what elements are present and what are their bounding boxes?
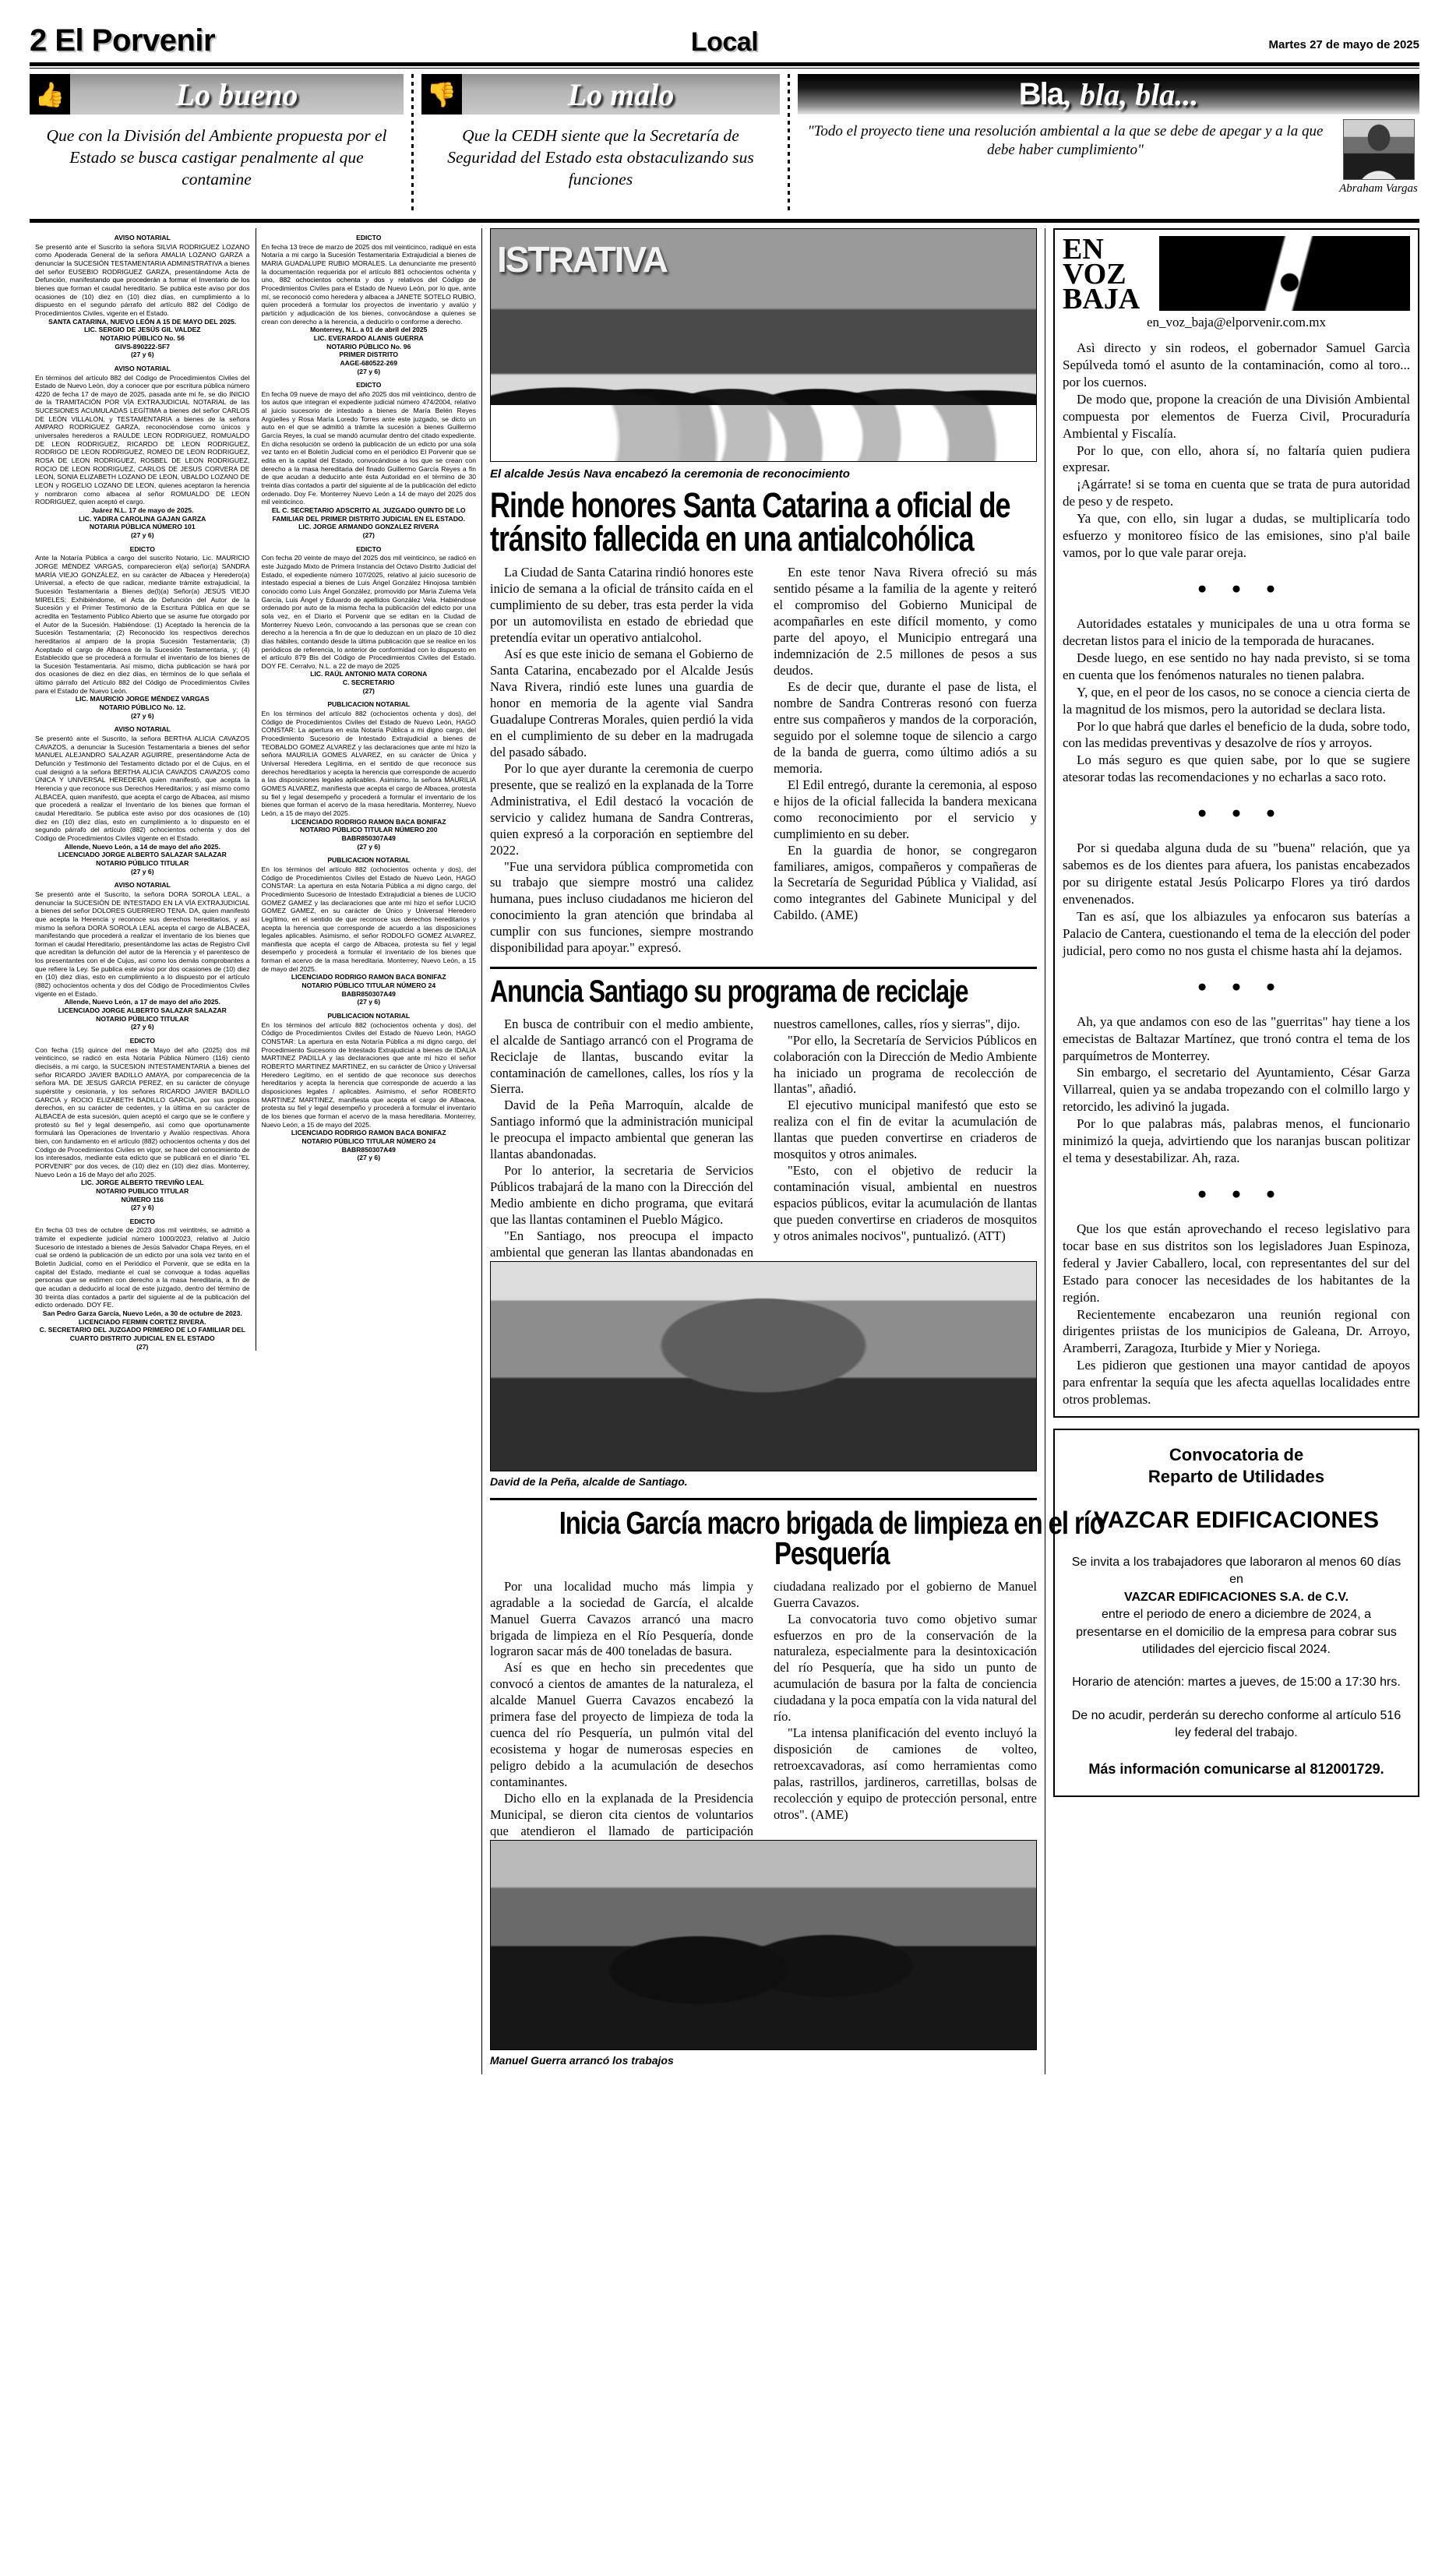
story-paragraph: En este tenor Nava Rivera ofreció su más sentido pésame a la familia de la agente y reiteró el compromiso del Gobierno Municipal de acompañarles en este difícil momento, y como parte del apoyo, el Municipio entregará una indemnización de 2.5 millones de pesos a sus deudos. — [774, 565, 1037, 678]
legal-notice-signature: C. SECRETARIO DEL JUZGADO PRIMERO DE LO FAMILIAR DEL CUARTO DISTRITO JUDICIAL EN EL ESTADO — [39, 1326, 245, 1342]
story-paragraph: Es de decir que, durante el pase de lista, el nombre de Sandra Contreras resonó con fuerza entre sus compañeros y mandos de la corporación, seguido por el solemne toque de silencio a cargo de la banda de guerra, como último adiós a su memoria. — [774, 679, 1037, 776]
story-paragraph: "La intensa planificación del evento incluyó la disposición de camiones de volteo, retroexcavadoras, así como herramientas como palas, rastrillos, jardineros, carretillas, bolsas de recolección y equipo de protección personal, entre otros". (AME) — [774, 1725, 1037, 1822]
legal-notice-signature: (27 y 6) — [130, 351, 154, 359]
legal-notice-body: Ante la Notaría Pública a cargo del suscrito Notario, Lic. MAURICIO JORGE MÉNDEZ VARGAS, comparecieron el(a) señor(a) SANDRA MARÍA VIEJO GONZÁLEZ, en su carácter de Albacea y Heredero(a) Universal, a efecto de que radicar, mediante trámite extrajudicial, la Sucesión Testamentaria a Bienes de(l)(a) Señor(a) JESÚS VIEJO MIRELES; Exhibiéndome, el Acta de Defunción del Autor de la Sucesión y el Primer Testimonio de la Escritura Pública en que se acredita en Testamento Público Abierto que se asume fue otorgado por el Autor de la Sucesión. Habiéndose: (1) Aceptado la herencia de la Sucesión Testamentaria; (2) Reconocido los respectivos derechos hereditarios al amparo de la propia Sucesión Testamentaria; (3) Aceptado el cargo de Albacea de la Sucesión Testamentaria, y; (4) Establecido que se procederá a formular el inventario de los bienes de la Sucesión Testamentaria. Así mismo, dicha publicación se hará por dos ocasiones de diez en diez días, en términos de lo que señala el último párrafo del Artículo 882 del Código de Procedimientos Civiles para el Estado de Nuevo León. — [35, 554, 250, 695]
legal-notice-signature: BABR850307A49 — [341, 989, 396, 998]
story-paragraph: En busca de contribuir con el medio ambiente, el alcalde de Santiago arrancó con el Programa de Reciclaje de llantas, buscando evitar la contaminación de camellones, calles, los ríos y la Sierra. — [490, 1016, 753, 1097]
story-separator-1 — [490, 967, 1037, 969]
photo-flowers — [491, 405, 1036, 461]
voz-section-separator: ● ● ● — [1197, 976, 1286, 996]
voz-section-separator: ● ● ● — [1197, 803, 1286, 823]
thumbs-down-icon: 👎 — [421, 74, 462, 115]
voz-paragraph: Ah, ya que andamos con eso de las "guerritas" hay tiene a los emecistas de Baltazar Martínez, que tronó contra el tema de los parquímetros de Monterrey. — [1063, 1013, 1410, 1063]
legal-notice-heading: EDICTO — [356, 234, 382, 241]
legal-notice-signature: NOTARIO PÚBLICO TITULAR — [96, 858, 189, 867]
legal-notice-signature: EL C. SECRETARIO ADSCRITO AL JUZGADO QUINTO DE LO FAMILIAR DEL PRIMER DISTRITO JUDICIAL EN EL ESTADO. — [271, 506, 466, 523]
opinion-divider-1 — [411, 74, 414, 213]
legal-column-1 — [30, 228, 256, 1351]
bla-banner — [798, 74, 1419, 115]
lead-body-text — [490, 565, 1037, 957]
legal-notice-signature: (27 y 6) — [357, 998, 381, 1006]
lo-malo-title: Lo malo — [567, 76, 675, 112]
story-paragraph: "Esto, con el objetivo de reducir la contaminación visual, ambiental en nuestros espacios públicos, evitar la acumulación de llantas que pueden convertirse en criaderos de mosquitos y otros animales nocivos", puntualizó. (ATT) — [774, 1163, 1037, 1244]
legal-notice-body: Se presentó ante el Suscrito la señora SILVIA RODRIGUEZ LOZANO como Apoderada General de la señora AMALIA LOZANO GARZA a denunciar la SUCESIÓN TESTAMENTARIA ADMINISTRATIVA a bienes del señor EUSEBIO RODRIGUEZ GARZA, presentándome Acta de Defunción, manifestando que procederán a formar el Inventario de los bienes que forman el caudal hereditario. Se publica este aviso por dos ocasiones de (10) diez en (10) diez días, en cumplimiento a lo dispuesto en el segundo párrafo del artículo 882 del Código de Procedimientos Civiles, vigente en el Estado. — [35, 242, 250, 317]
second-photo-caption: David de la Peña, alcalde de Santiago. — [490, 1475, 688, 1488]
legal-notices-section — [30, 228, 481, 1351]
bla-author — [1338, 115, 1419, 196]
legal-notice-heading: EDICTO — [129, 1217, 155, 1225]
voz-paragraph: Recientemente encabezaron una reunión regional con dirigentes priistas de los municipios de Galeana, Dr. Arroyo, Aramberri, Zaragoza, Iturbide y Mier y Noriega. — [1063, 1306, 1410, 1356]
story-paragraph: "Fue una servidora pública comprometida con su trabajo que siempre mostró una calidez humana, pues incluso ciudadanos me hicieron del conocimiento la gran atención que brindaba al cumplir con sus funciones, siempre mostrando disponibilidad para apoyar." expresó. — [490, 858, 753, 956]
legal-notice-signature: BABR850307A49 — [341, 1145, 396, 1154]
ad-line-2: entre el periodo de enero a diciembre de 2024, a presentarse en el domicilio de la empresa para cobrar sus utilidades del ejercicio fiscal 2024. — [1076, 1608, 1397, 1657]
legal-notice-signature: NOTARIO PÚBLICO TITULAR NÚMERO 24 — [301, 981, 436, 990]
legal-notice-signature: Allende, Nuevo León, a 14 de mayo del año 2025. — [64, 842, 220, 851]
ad-title-line: Convocatoria de — [1169, 1445, 1304, 1465]
voz-header — [1063, 233, 1410, 315]
legal-notice-signature: (27 y 6) — [130, 1023, 154, 1031]
story-paragraph: "En Santiago, nos preocupa el impacto ambiental que generan las llantas abandonadas en nuestros camellones, calles, ríos y sierras", dijo. — [490, 1016, 1021, 1260]
bla-quote: "Todo el proyecto tiene una resolución ambiental a la que se debe de apegar y a la que debe haber cumplimiento" — [807, 123, 1324, 159]
photo-figures — [491, 307, 1036, 408]
story-paragraph: El Edil entregó, durante la ceremonia, al esposo e hijos de la oficial fallecida la bandera mexicana como reconocimiento por el servicio y cumplimiento en su deber. — [774, 777, 1037, 841]
story-paragraph: Por lo que ayer durante la ceremonia de cuerpo presente, que se realizó en la explanada de la Torre Administrativa, el Edil destacó la vocación de servicio y calidez humana de Sandra Contreras, quien expresó a la corporación en septiembre del 2022. — [490, 760, 753, 858]
legal-notice-heading: EDICTO — [129, 544, 155, 553]
third-photo-caption: Manuel Guerra arrancó los trabajos — [490, 2053, 674, 2067]
legal-notice-body: En fecha 13 trece de marzo de 2025 dos mil veinticinco, radiqué en esta Notaría a mi cargo la Sucesión Testamentaria Extrajudicial a bienes de MARIA GUADALUPE RUBIO MORALES. La denunciante me presentó la documentación requerida por el artículo 881 ochocientos ochenta y uno, 882 ochocientos ochenta y dos y relativos del Código de Procedimientos Civiles para el Estado de Nuevo León, por lo que, ante mí, se reconoció como heredera y albacea a JANETE SOTELO RUBIO, quien procederá a formular los proyectos de inventario y avalúo y partición y adjudicación de los bienes, convocándose a quienes se crean con derecho a la herencia, a deducirlo o conforme a derecho. — [261, 242, 476, 326]
voz-paragraph: Desde luego, en ese sentido no hay nada previsto, si se toma en cuenta que los fenómenos naturales no tienen palabra. — [1063, 650, 1410, 682]
bla-title — [798, 74, 1419, 115]
legal-notice-signature: (27 y 6) — [357, 367, 381, 375]
voz-title-line-1: EN — [1063, 233, 1104, 266]
lead-photo-caption: El alcalde Jesús Nava encabezó la ceremonia de reconocimiento — [490, 467, 850, 481]
story-paragraph: El ejecutivo municipal manifestó que esto se realiza con el fin de evitar la acumulación de llantas que pueden convertirse en criaderos de mosquitos y otros animales. — [774, 1098, 1037, 1162]
voz-paragraph: Sin embargo, el secretario del Ayuntamiento, César Garza Villarreal, quien ya se andaba tropezando con el colmillo largo y retorcido, les adivinó la jugada. — [1063, 1065, 1410, 1115]
legal-notice-signature: (27 y 6) — [357, 1154, 381, 1162]
lo-bueno-text: Que con la División del Ambiente propuesta por el Estado se busca castigar penalmente al que contamine — [46, 126, 387, 189]
voz-paragraph: Ya que, con ello, sin lugar a dudas, se multiplicaría todo esfuerzo y monitoreo físico de las emisiones, sino p'al baile vamos, por lo que vale parar oreja. — [1063, 511, 1410, 561]
legal-notice-heading: AVISO NOTARIAL — [114, 725, 171, 734]
opinion-divider-2 — [788, 74, 790, 213]
legal-notice-signature: LICENCIADO RODRIGO RAMON BACA BONIFAZ — [291, 1129, 446, 1137]
legal-notice-body: En fecha 09 nueve de mayo del año 2025 dos mil veinticinco, dentro de los autos que integran el expediente judicial número 474/2004, relativo al juicio sucesorio de intestado a bienes de María Belén Reyes Argüelles y Rosa María Loredo Torres ante este juzgado, se dicto un auto en el que se admitió a trámite la sucesión a bienes Guillermo García Reyes, la cual se mandó acumular dentro del citado expediente. En dicha resolución se ordenó la publicación de un edicto por una sola vez tanto en el Boletín Judicial como en el periódico El Porvenir que se edita en la capital del Estado, convocándose a los que se crean con derecho a la masa hereditaria del finado Guillermo García Reyes a fin de que acudan a deducirlo ante ésta Autoridad en el término de 30 treinta días contados a partir del siguiente al de la publicación del edicto ordenado. Doy Fe. Monterrey Nuevo León a 14 de mayo del 2025 dos mil veinticinco. — [261, 389, 476, 506]
legal-notice-signature: Juárez N.L. 17 de mayo de 2025. — [91, 506, 194, 514]
classified-ad — [1053, 1429, 1419, 1797]
story-paragraph: Dicho ello en la explanada de la Presidencia Municipal, se dieron cita cientos de voluntarios que atendieron el llamado de participación ciudadana realizado por el gobierno de Manuel Guerra Cavazos. — [490, 1578, 1037, 1838]
legal-notice-body: Se presentó ante el Suscrito, la señora BERTHA ALICIA CAVAZOS CAVAZOS, a denunciar la Sucesión Testamentaria a bienes del señor MANUEL ALEJANDRO SALAZAR AGUIRRE, presentándome Acta de Defunción y Testimonio del Testamento dictado por el de Cujus, en el cual designó a la señora BERTHA ALICIA CAVAZOS CAVAZOS como ÚNICA Y UNIVERSAL HEREDERA quien manifestó, que acepta la Herencia y que reconoce sus Derechos Hereditarios; y así mismo como ALBACEA, quien manifestó, que acepta el cargo de Albacea, así mismo que procederá a realizar el Inventario de los bienes que forman el caudal Hereditario. Se publica este aviso por dos ocasiones de (10) diez en (10) diez días, esto en cumplimiento a lo dispuesto en el segundo párrafo del artículo (882) ochocientos ochenta y dos del Código de Procedimientos Civiles vigente en el Estado. — [35, 735, 250, 842]
ad-company-bold: VAZCAR EDIFICACIONES S.A. de C.V. — [1123, 1590, 1349, 1604]
legal-notice-signature: GIVS-890222-SF7 — [115, 342, 171, 351]
legal-notice-signature: LIC. JORGE ARMANDO GONZALEZ RIVERA — [298, 523, 439, 531]
bla-title-rest: , bla, bla... — [1064, 76, 1199, 112]
voz-title-line-2: VOZ — [1063, 257, 1126, 291]
lead-story-photo — [490, 228, 1037, 462]
third-body-text — [490, 1579, 1037, 1840]
opinion-lo-malo — [421, 74, 780, 213]
lo-bueno-banner — [30, 74, 404, 115]
legal-notice-signature: Monterrey, N.L. a 01 de abril del 2025 — [310, 326, 428, 334]
legal-notice-signature: (27 y 6) — [130, 711, 154, 720]
voz-paragraph: Tan es así, que los albiazules ya enfocaron sus baterías a Palacio de Cantera, cuestionando el tema de la elección del poder judicial, pero como no nos gusta el chisme hasta ahí la dejamos. — [1063, 908, 1410, 958]
opinion-lo-bueno — [30, 74, 404, 213]
legal-notice-heading: EDICTO — [356, 544, 382, 553]
legal-notice-signature: LICENCIADO RODRIGO RAMON BACA BONIFAZ — [291, 973, 446, 981]
legal-notice-signature: (27 y 6) — [130, 1203, 154, 1212]
legal-notice-body: En fecha 03 tres de octubre de 2023 dos mil veintitrés, se admitió a trámite el expediente judicial número 1000/2023, relativo al Juicio Sucesorio de intestado a bienes de Jesús Salvador Chapa Reyes, en el cual se ordenó la publicación de un edicto por una sola vez tanto en el Boletín Judicial, como en el Periódico el Porvenir, que se edita en la capital del Estado, mediante el cual se convoque a todas aquellas personas que se estimen con derecho a la masa hereditaria, a fin de que acudan a deducirlo al local de este juzgado, dentro del término de 30 treinta días contados a partir del siguiente al de la publicación del edicto ordenado. DOY FE. — [35, 1226, 250, 1309]
legal-notice-body: En los términos del artículo 882 (ochocientos ochenta y dos), del Código de Procedimientos Civiles del Estado de Nuevo León, HAGO CONSTAR: La apertura en esta Notaría Pública a mi digno cargo, del Procedimiento Sucesorio de Intestado Extrajudicial a bienes de IDALIA MARTINEZ PADILLA y las declaraciones que ante mí hizo el señor ROBERTO MARTINEZ MARTINEZ, en su carácter de Único y Universal Heredero Legítimo, en el sentido de que reconoce sus derechos hereditarios y acepta la herencia que corresponde de acuerdo a las disposiciones legales / aplicables. Asimismo, el señor ROBERTO MARTINEZ MARTINEZ, manifiesta que acepta el cargo de Albacea, protesta su fiel y legal desempeño y procederá a formular el inventario de los bienes que forman el acervo de la masa hereditaria. Monterrey, Nuevo León, a 15 de mayo del 2025. — [261, 1020, 476, 1129]
legal-notice-heading: EDICTO — [129, 1037, 155, 1045]
legal-notice-body: En términos del artículo 882 del Código de Procedimientos Civiles del Estado de Nuevo León, doy a conocer que por escritura pública número 4220 de fecha 17 de mayo de 2025, pasada ante mi fe, se dio INICIO de la TRAMITACIÓN POR VÍA EXTRAJUDICIAL NOTARIAL de las SUCESIONES ACUMULADAS LEGÍTIMA a bienes del señor CARLOS DE LEÓN VILLALÓN, y TESTAMENTARIA a bienes de la señora AMPARO RODRIGUEZ GARZA, reconociéndose como únicos y universales herederos a RAULDE LEON RODRIGUEZ, ROMUALDO DE LEON RODRIGUEZ, RICARDO DE LEON RODRIGUEZ, RODRIGO DE LEON RODRIGUEZ, ROMEO DE LEON RODRIGUEZ, ROSA DE LEON RODRIGUEZ, ROSBEL DE LEON RODRIGUEZ, ROCIO DE LEON RODRIGUEZ, CARLOS DE JESUS CORVERA DE LEON, SONIA ELIZABETH LOZANO DE LEON, UBALDO LOZANO DE LEON y ROGELIO LOZANO DE LEON, quienes aceptaron la herencia y nombraron como albacea al señor ROMUALDO DE LEON RODRIGUEZ, quien aceptó el cargo. — [35, 373, 250, 506]
page-folio: 2 El Porvenir — [30, 23, 216, 58]
legal-notice-signature: NOTARIO PÚBLICO TITULAR NÚMERO 200 — [300, 826, 438, 834]
legal-notice-signature: LIC. YADIRA CAROLINA GAJAN GARZA — [79, 514, 206, 523]
ad-title — [1067, 1444, 1405, 1487]
content-rule — [30, 219, 1419, 223]
second-headline: Anuncia Santiago su programa de reciclaje — [490, 974, 968, 1010]
ad-hours: Horario de atención: martes a jueves, de 15:00 a 17:30 hrs. — [1072, 1676, 1401, 1690]
legal-notice-signature: NOTARIO PÚBLICO TITULAR NÚMERO 24 — [301, 1136, 436, 1145]
legal-notice-signature: LICENCIADO JORGE ALBERTO SALAZAR SALAZAR — [58, 1006, 227, 1015]
legal-notice-signature: C. SECRETARIO — [342, 678, 395, 687]
second-story-photo — [490, 1261, 1037, 1471]
legal-notice-body: Con fecha (15) quince del mes de Mayo del año (2025) dos mil veinticinco, se radicó en esta Notaría Pública Número (116) ciento dieciséis, a mi cargo, la SUCESION INTESTAMENTARIA a bienes del señor RICARDO JAVIER BADILLO AMAYA, por comparecencia de la señora MA. DE JESUS GARCIA PEREZ, en su carácter de cónyuge supérstite y cesionaria, y los señores RICARDO JAVIER BADILLO GARCIA y ROCIO ELIZABETH BADILLO GARCIA, por sus propios derechos, en su carácter de cedentes, y la última en su carácter de ALBACEA de esta sucesión, quien aceptó el cargo que se le confiere y protestó su fiel y legal desempeño, así como que oportunamente formulará las Operaciones de Inventario y Avalúo respectivas. Ahora bien, con fundamento en el artículo (882) ochocientos ochenta y dos del Código de Procedimientos Civiles en vigor, se hace del conocimiento de los interesados, mediante esta edicto que se publicará en el diario "EL PORVENIR" por dos veces, de (10) diez en (10) diez días. Monterrey, Nuevo León a 16 de Mayo del año 2025. — [35, 1045, 250, 1179]
author-portrait-photo — [1343, 119, 1415, 180]
story-paragraph: La convocatoria tuvo como objetivo sumar esfuerzos en pro de la conservación de la naturaleza, especialmente para la desintoxicación del río Pesquería, que ha sido un punto de acumulación de basura por la falta de conciencia ciudadana y la poca empatía con la vida natural del río. — [774, 1611, 1037, 1725]
story-paragraph: Así es que en hecho sin precedentes que convocó a cientos de amantes de la naturaleza, el alcalde Manuel Guerra Cavazos encabezó la primera fase del proyecto de limpieza de toda la cuenca del río Pesquería, un pulmón vital del ecosistema y hogar de numerosas especies en peligro debido a la acumulación de desechos contaminantes. — [490, 1660, 753, 1790]
voz-paragraph: Por lo que habrá que darles el beneficio de la duda, sobre todo, con las medidas preventivas y desazolve de ríos y arroyos. — [1063, 718, 1410, 751]
legal-notice-signature: LIC. RAÚL ANTONIO MATA CORONA — [310, 670, 428, 678]
legal-notice-signature: NOTARIO PÚBLICO No. 96 — [326, 342, 411, 351]
masthead-rule-thick — [30, 62, 1419, 66]
legal-notice-heading: PUBLICACION NOTARIAL — [327, 1012, 411, 1020]
publication-date: Martes 27 de mayo de 2025 — [1268, 38, 1419, 51]
legal-notice-heading: AVISO NOTARIAL — [114, 881, 171, 890]
masthead — [30, 0, 1419, 61]
ad-contact: Más información comunicarse al 812001729. — [1088, 1760, 1384, 1777]
legal-notice-signature: LIC. JORGE ALBERTO TREVIÑO LEAL — [80, 1179, 204, 1187]
voz-paragraph: Autoridades estatales y municipales de una u otra forma se decretan listos para el inicio de la temporada de huracanes. — [1063, 615, 1410, 648]
voz-paragraph: Por si quedaba alguna duda de su "buena" relación, que ya sabemos es de los dientes para afuera, los panistas encabezados por su dirigente estatal Jesús Policarpo Flores ya tiró dardos envenenados. — [1063, 840, 1410, 907]
voz-title — [1063, 233, 1156, 315]
legal-notice-signature: Allende, Nuevo León, a 17 de mayo del año 2025. — [64, 998, 220, 1006]
voz-paragraph: Lo más seguro es que quien sabe, por lo que se sugiere atesorar todas las recomendaciones y no echarlas a saco roto. — [1063, 752, 1410, 785]
legal-notice-signature: LIC. SERGIO DE JESÚS GIL VALDEZ — [83, 326, 201, 334]
opinion-strip — [30, 74, 1419, 213]
voz-paragraph: Les pidieron que gestionen una mayor cantidad de apoyos para enfrentar la sequía que les afecta aquellas localidades entre otros problemas. — [1063, 1358, 1410, 1408]
voz-whisper-illustration — [1159, 236, 1410, 311]
legal-notice-signature: San Pedro Garza García, Nuevo León, a 30 de octubre de 2023. — [42, 1309, 242, 1318]
ad-company: VAZCAR EDIFICACIONES — [1093, 1507, 1380, 1534]
masthead-rule-thin — [30, 68, 1419, 69]
story-paragraph: David de la Peña Marroquín, alcalde de Santiago informó que la administración municipal le preocupa el impacto ambiental que generan las llantas abandonadas. — [490, 1098, 753, 1162]
legal-notice-signature: (27) — [136, 1342, 149, 1351]
voz-paragraph: Por lo que palabras más, palabras menos, el funcionario minimizó la queja, advirtiendo que los naranjas buscan politizar el tema y desestabilizar. Ah, raza. — [1063, 1116, 1410, 1166]
legal-notice-signature: (27 y 6) — [357, 842, 381, 851]
story-paragraph: "Por ello, la Secretaría de Servicios Públicos en colaboración con la Dirección de Medio Ambiente ha iniciado un programa de recolección de llantas", añadió. — [774, 1032, 1037, 1097]
story-paragraph: En la guardia de honor, se congregaron familiares, amigos, compañeros y compañeras de la Secretaría de Seguridad Pública y Vialidad, así como integrantes del Gabinete Municipal y del Cabildo. (AME) — [774, 842, 1037, 923]
voz-paragraph: De modo que, propone la creación de una División Ambiental compuesta por elementos de Fuerza Civil, Procuraduría Ambiental y Fiscalía. — [1063, 391, 1410, 441]
section-title: Local — [690, 27, 759, 57]
ad-title-line: Reparto de Utilidades — [1148, 1466, 1325, 1486]
photo-sign-text: ISTRATIVA — [497, 239, 667, 280]
legal-notice-signature: LICENCIADO RODRIGO RAMON BACA BONIFAZ — [291, 817, 446, 826]
legal-notice-heading: EDICTO — [356, 381, 382, 389]
voz-paragraph: Que los que están aprovechando el receso legislativo para tocar base en sus distritos son los legisladores Juan Espinoza, federal y Javier Caballero, local, con representantes del sur del Estado para conocer las necesidades de los habitantes de la región. — [1063, 1221, 1410, 1305]
lead-headline: Rinde honores Santa Catarina a oficial de tránsito fallecida en una antialcohólica — [490, 485, 1010, 559]
author-name: Abraham Vargas — [1339, 182, 1418, 195]
second-body-text — [490, 1017, 1037, 1261]
legal-notice-body: En los términos del artículo 882 (ochocientos ochenta y dos), del Código de Procedimientos Civiles del Estado de Nuevo León, HAGO CONSTAR: La apertura en esta Notaría Pública a mi digno cargo, del Procedimiento Sucesorio de Intestado Extrajudicial a bienes de TEOBALDO GOMEZ ALVAREZ y las declaraciones que ante mí hizo la señora MAURILIA GOMES ALVAREZ, en su carácter de Única y Universal Heredera Legítima, en el sentido de que reconoce sus derechos hereditarios y acepta la herencia que corresponde de acuerdo a las disposiciones legales aplicables. Asimismo, la señora MAURILIA GOMES ALVAREZ, manifiesta que acepta el cargo de Albacea, protesta su fiel y legal desempeño y procederá a formular el inventario de los bienes que forman el acervo de la masa hereditaria. Monterrey, Nuevo León, a 15 de mayo del 2025. — [261, 710, 476, 817]
legal-notice-signature: NOTARIA PÚBLICA NÚMERO 101 — [89, 523, 196, 531]
legal-notice-signature: (27 y 6) — [130, 867, 154, 876]
voz-paragraph: Y, que, en el peor de los casos, no se conoce a ciencia cierta de la magnitud de los mismos, pero la autoridad se declara lista. — [1063, 684, 1410, 717]
opinion-bla-bla — [798, 74, 1419, 213]
legal-notice-signature: PRIMER DISTRITO — [339, 351, 399, 359]
legal-notice-signature: NOTARIO PÚBLICO No. 12. — [99, 703, 186, 712]
legal-notice-signature: (27) — [362, 686, 375, 695]
lo-bueno-title: Lo bueno — [175, 76, 298, 112]
legal-notice-signature: NÚMERO 116 — [121, 1195, 164, 1203]
story-paragraph: La Ciudad de Santa Catarina rindió honores este inicio de semana a la oficial de tránsito caída en el cumplimiento de su deber, tras esta perder la vida por un automovilista en estado de ebriedad que pretendía evitar un operativo antialcohol. — [490, 565, 753, 646]
voz-title-line-3: BAJA — [1063, 282, 1141, 315]
legal-notice-signature: LIC. MAURICIO JORGE MÉNDEZ VARGAS — [75, 695, 210, 703]
voz-email[interactable]: en_voz_baja@elporvenir.com.mx — [1147, 315, 1326, 329]
voz-body-text — [1063, 340, 1410, 1408]
legal-notice-signature: LIC. EVERARDO ALANIS GUERRA — [313, 333, 424, 342]
legal-notice-signature: NOTARIO PÚBLICO No. 56 — [100, 333, 185, 342]
content-grid — [30, 228, 1419, 2074]
legal-notice-body: Se presentó ante el Suscrito, la señora DORA SOROLA LEAL, a denunciar la SUCESIÓN DE INTESTADO EN LA VÍA EXTRAJUDICIAL a bienes del señor DOLORES GUERRERO TENA. DA, quien manifestó que acepta la Herencia y reconoce sus derechos hereditarios, y así mismo la señora DORA SOROLA LEAL acepta el cargo de ALBACEA, manifestando que procederá a realizar el inventario de los bienes que forman el caudal Hereditario, presentándome las actas de Registro Civil que acreditan la defunción del autor de la Herencia y el parentesco de los presentantes con el de Cujus, así como los demás comprobantes a que refiere la Ley. Se publica este aviso por dos ocasiones de (10) diez en (10) diez días, esto en cumplimiento a lo dispuesto por el artículo (882) ochocientos ochenta y dos del Código de Procedimientos Civiles vigente en el Estado. — [35, 890, 250, 998]
legal-notice-heading: AVISO NOTARIAL — [114, 364, 171, 372]
voz-paragraph: ¡Agárrate! si se toma en cuenta que se trata de pura autoridad de peso y de respeto. — [1063, 477, 1410, 509]
story-separator-2 — [490, 1498, 1037, 1500]
legal-notice-heading: PUBLICACION NOTARIAL — [327, 856, 411, 865]
story-paragraph: Por una localidad mucho más limpia y agradable a la sociedad de García, el alcalde Manuel Guerra Cavazos arrancó una macro brigada de limpieza en el Río Pesquería, donde lograron sacar más de 400 toneladas de basura. — [490, 1578, 753, 1659]
legal-notice-body: En los términos del artículo 882 (ochocientos ochenta y dos), del Código de Procedimientos Civiles del Estado de Nuevo León, HAGO CONSTAR: La apertura en esta Notaría Pública a mi digno cargo, del Procedimiento Sucesorio de Intestado Extrajudicial a bienes de LUCIO GOMEZ GAMEZ y las declaraciones que ante mí hizo el señor LUCIO GOMEZ GAMEZ, en su carácter de Único y Universal Heredero Legítimo, en el sentido de que reconoce sus derechos hereditarios y acepta la herencia que corresponde de acuerdo a las disposiciones legales aplicables. Asimismo, el señor RODOLFO GOMEZ ALVAREZ, manifiesta que acepta el cargo de Albacea, protesta su fiel y legal desempeño y procederá a formular el inventario de los bienes que forman el acervo de la masa hereditaria. Monterrey, Nuevo León, a 15 de mayo del 2025. — [261, 865, 476, 973]
thumbs-up-icon: 👍 — [30, 74, 70, 115]
ad-legal-note: De no acudir, perderán su derecho conforme al artículo 516 ley federal del trabajo. — [1071, 1708, 1401, 1740]
legal-notice-signature: BABR850307A49 — [341, 833, 396, 842]
bla-title-bold: Bla — [1018, 76, 1063, 111]
legal-notice-signature: NOTARIO PUBLICO TITULAR — [96, 1186, 189, 1195]
voz-paragraph: Por lo que, con ello, ahora sí, no faltaría quien pudiera expresar. — [1063, 442, 1410, 475]
third-story-photo — [490, 1840, 1037, 2050]
ad-paragraph-1 — [1067, 1554, 1405, 1658]
ad-line-1: Se invita a los trabajadores que laboraron al menos 60 días en — [1071, 1556, 1401, 1587]
third-headline: Inicia García macro brigada de limpieza en el río Pesquería — [559, 1504, 1105, 1572]
legal-notice-signature: LICENCIADO JORGE ALBERTO SALAZAR SALAZAR — [58, 851, 227, 859]
lo-malo-banner — [421, 74, 780, 115]
voz-section-separator: ● ● ● — [1197, 1183, 1286, 1203]
lo-malo-text: Que la CEDH siente que la Secretaría de Seguridad del Estado esta obstaculizando sus funciones — [447, 126, 754, 189]
story-paragraph: Así es que este inicio de semana el Gobierno de Santa Catarina, encabezado por el Alcalde Jesús Nava Rivera, rindió este lunes una guardia de honor en memoria de la agente vial Sandra Guadalupe Contreras Morales, quien perdió la vida en el cumplimiento de su deber en la madrugada del pasado sábado. — [490, 647, 753, 759]
legal-notice-signature: AAGE-680522-269 — [340, 358, 398, 367]
legal-notice-heading: AVISO NOTARIAL — [114, 234, 171, 241]
legal-notice-body: Con fecha 20 veinte de mayo del 2025 dos mil veinticinco, se radicó en este Juzgado Mixto de Primera Instancia del Octavo Distrito Judicial del Estado, el expediente número 107/2025, relativo al juicio sucesorio de intestado especial a bienes de Luis Ángel González Hinojosa también conocido como Luis Ángel González, promovido por María Zulema Vela García, Luis Ángel y Eduardo de apellidos González Vela. Habiéndose ordenado por auto de la misma fecha la publicación del edicto por una sola vez, en el Diario el Porvenir que se editan en la Ciudad de Monterrey Nuevo León, convocando a las personas que se crean con derecho a la herencia a fin de que lo deduzcan en un plazo de 10 diez días hábiles, contando desde la última publicación que se realice en los periódicos de referencia, lo anterior de conformidad con lo dispuesto en el artículo 879 Bis del Código de Procedimientos Civiles del Estado. DOY FE. Cerralvo, N.L. a 22 de mayo de 2025 — [261, 554, 476, 670]
legal-notice-signature: (27) — [362, 530, 375, 539]
legal-notice-heading: PUBLICACION NOTARIAL — [327, 700, 411, 709]
story-paragraph: Por lo anterior, la secretaria de Servicios Públicos trabajará de la mano con la Dirección del Medio ambiente en dicho programa, que evitará que las llantas contaminen el Pueblo Mágico. — [490, 1163, 753, 1228]
legal-column-2 — [256, 228, 482, 1351]
voz-section-separator: ● ● ● — [1197, 578, 1286, 597]
legal-notice-signature: SANTA CATARINA, NUEVO LEÓN A 15 DE MAYO DEL 2025. — [48, 317, 237, 326]
legal-notice-signature: LICENCIADO FERMIN CORTEZ RIVERA. — [78, 1317, 206, 1326]
legal-notice-signature: NOTARIO PÚBLICO TITULAR — [96, 1014, 189, 1023]
legal-notice-signature: (27 y 6) — [130, 530, 154, 539]
voz-box — [1053, 228, 1419, 1418]
voz-paragraph: Asì directo y sin rodeos, el gobernador Samuel Garcìa Sepúlveda tomó el asunto de la contaminación, como al toro... por los cuernos. — [1063, 340, 1410, 389]
